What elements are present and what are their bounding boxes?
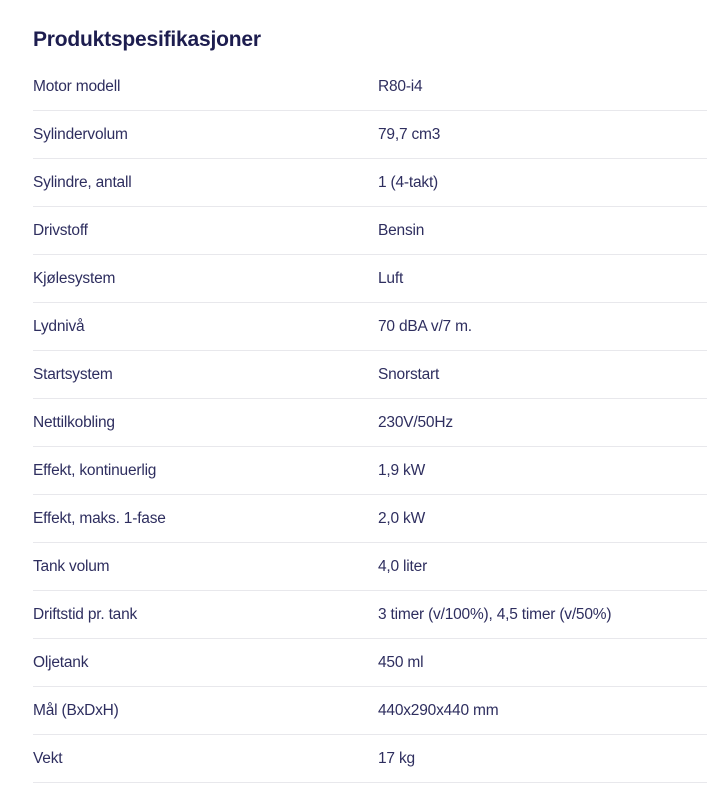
spec-row [33,111,707,159]
spec-row [33,303,707,351]
spec-table-body [33,63,707,783]
spec-label: Tank volum [33,557,110,575]
spec-row [33,687,707,735]
page-title: Produktspesifikasjoner [33,28,261,51]
spec-label: Sylindre, antall [33,173,132,191]
spec-row [33,159,707,207]
spec-row [33,255,707,303]
spec-label: Sylindervolum [33,125,128,143]
spec-row [33,735,707,783]
spec-row [33,591,707,639]
spec-label: Kjølesystem [33,269,116,287]
spec-value: 79,7 cm3 [378,125,441,143]
spec-value: 1 (4-takt) [378,173,439,191]
spec-value: 4,0 liter [378,557,428,575]
spec-value: Luft [378,269,404,287]
spec-value: 1,9 kW [378,461,426,479]
spec-label: Motor modell [33,77,121,95]
spec-value: 450 ml [378,653,424,671]
spec-value: Snorstart [378,365,440,383]
spec-row [33,543,707,591]
spec-row [33,639,707,687]
spec-value: R80-i4 [378,77,423,95]
spec-value: 70 dBA v/7 m. [378,317,472,335]
spec-value: 440x290x440 mm [378,701,499,719]
spec-value: Bensin [378,221,425,239]
spec-row [33,207,707,255]
spec-value: 230V/50Hz [378,413,453,431]
spec-label: Drivstoff [33,221,88,239]
spec-label: Effekt, maks. 1-fase [33,509,166,527]
spec-label: Vekt [33,749,63,767]
spec-row [33,399,707,447]
spec-label: Driftstid pr. tank [33,605,138,623]
spec-value: 2,0 kW [378,509,426,527]
spec-label: Oljetank [33,653,89,671]
spec-row [33,351,707,399]
spec-row [33,447,707,495]
spec-label: Startsystem [33,365,113,383]
spec-label: Nettilkobling [33,413,115,431]
spec-value: 3 timer (v/100%), 4,5 timer (v/50%) [378,605,612,623]
spec-label: Mål (BxDxH) [33,701,119,719]
spec-label: Lydnivå [33,317,85,335]
spec-row [33,495,707,543]
spec-value: 17 kg [378,749,415,767]
spec-row [33,63,707,111]
spec-label: Effekt, kontinuerlig [33,461,157,479]
